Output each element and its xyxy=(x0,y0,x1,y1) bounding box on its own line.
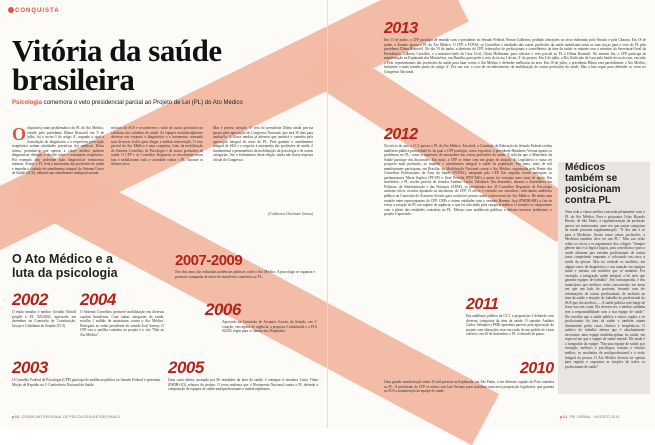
timeline-text-2007-2009 xyxy=(175,270,315,294)
timeline-text-2002-body: O então senador e médico Geraldo Althoff propõe o PL 025/2002, apreciado em dezembro na Comissão de Constituição, Justiça e Cidadania do Senado (CCJ). xyxy=(12,310,76,328)
sidebar-title xyxy=(565,162,621,206)
timeline-text-2004 xyxy=(80,310,164,352)
timeline-text-2010 xyxy=(384,380,554,404)
footer-right-text: PSI JORNAL · AGOSTO 2013 xyxy=(569,415,620,419)
timeline-text-2003-body: O Conselho Federal de Psicologia (CFP) participa de audiência pública no Senado Federal e apresenta Moção de Repúdio na 1ª Conferência Nacional de Saúde. xyxy=(12,378,160,387)
subtitle-rest: comemora o veto presidencial parcial ao Projeto de Lei (PL) do Ato Médico xyxy=(42,100,243,106)
section-label: CONQUISTA xyxy=(15,8,60,14)
timeline-text-2004-body: O Sistema Conselhos promove mobilização em diversas capitais brasileiras. Com outras categorias da saúde, recolhe 1 milhão de assinaturas contra o Ato Médico. Entregues ao então presidente do senado José Sarney. O CFP cria a cartilha contrária ao projeto e o site "Não ao Ato Médico". xyxy=(80,310,164,337)
section-bullet-icon xyxy=(8,7,14,13)
timeline-text-2003 xyxy=(12,378,160,398)
intro-column-3-text: Mas é preciso atenção. O veto do presidente Dilma ainda precisa passar pela apreciação do Congresso Nacional, que terá 30 dias para analisá-lo. A classe médica já afirmou que insistirá e caminha pela aprovação integral do texto do PL. Para garantir o atendimento integral de SUS e o respeito à autonomia das profissões de saúde, é fundamental a permanência da mobilização da psicologia e de outras categorias. Ato o fechamento desta edição, ainda não havia resposta oficial do Congresso. xyxy=(213,126,313,162)
section-tag xyxy=(8,7,60,14)
timeline-year-2012: 2012 xyxy=(384,126,418,143)
timeline-text-2010-body: Uma grande manifestação reúne 10 mil pessoas na Esplanada, em São Paulo, e em diversas capitais do País contrária ao PL. O presidente do CFP se reúne com José Serrano para viabilizar uma nova proposição legislativa, que garanta ao SUS a manutenção da equipe de saúde. xyxy=(384,380,554,394)
dropcap: O xyxy=(12,126,27,144)
timeline-text-2011-body: Em audiência pública na CCJ, a proposição é debatida com diversas categorias da área da saúde. O senador Antônio Carlos Valadares (PSB) apresenta parecer pela aprovação do projeto com alterações, mas em razão de um pedido de vistas coletivo, em 20 de dezembro, o PL é retirado de pauta. xyxy=(466,314,554,337)
article-title: Vitória da saúde brasileira xyxy=(12,33,222,97)
timeline-text-2012-body: No início do ano, a CCJ aprova o PL do Ato Médico. Em abril, a Comissão de Educação do Senado Federal realiza audiência pública para debatê-la, da qual o CFP participa, como expositor, o presidente Humberto Verona aponta os problemas no PL, como a supressão da autonomia das outras profissões da saúde. E solicita que o Ministério da Saúde participe das discussões. Em maio, a CFP se reúne com um grupo de atuação do Legislativo a causa ser proposto mais profundo, ao impedir o atendimento integral à saúde da população. Em maio, mais de mil manifestantes participam, em Brasília, da Mobilização Nacional contra o Ato Médico, organizada pela Frente dos Conselhos Profissionais da Área da Saúde (FCPAS), integrada pelo CFP. Em seguida, foram entregues os parlamentares Marta Suplicy (PT-SP) e Zezé Perrella (PDT-MG) a quem foi entregue uma carta de apelo. Em novembro, o PL recebe parecer do senador Antônio Carlos Valadares. Em dezembro, durante a Assembleia das Políticas, da Administração e das Finanças (APAF), os presidentes dos 20 Conselhos Regionais de Psicologia assinam ofício circular apoiando as iniciativas do CFP. O ofício é enviado aos senadores, solicitando audiência pública na Comissão de Assuntos Sociais para esclarecer pontos ainda controversos do Ato Médico. Há ainda uma reunião entre representantes do CFP, CRPs e outras entidades com o senador Romero Jucá (PMDB-RR), a fim de evitar a votação do PL em regime de urgência, o que foi solicitado pela categoria médica. O senador se compromete com o pleito das entidades contrárias ao PL. Mesmo com audiências públicas e debates intensos problemas, o projeto é aprovado. xyxy=(384,144,552,217)
article-subtitle xyxy=(12,100,312,106)
timeline-year-2006: 2006 xyxy=(205,300,241,319)
footer-left-page-number: p10 xyxy=(12,414,20,419)
sidebar-text xyxy=(565,210,645,388)
sidebar-text-body: Nem toda a classe médica concorda plenamente com o PL do Ato Médico. Para o psiquiatra Celso Ricardo Bueno, de São Paulo, a regulamentação da profissão parece ser interessante, uma vez que outras categorias da saúde possuem regulamentação. "O Ato não é só para a Medicina. Assim como outras profissões, a Medicina também deve ter um PL." Mas sua visão relata os riscos e os argumentos dos colegas: "Sempre gênese não é só legal a lógica, pois a medicina e para a saúde afirmam que existem profissionais de outras áreas competindo enquanto e colocando em risco a saúde da pessoa. Mas na verdade os modelos, em alguns casos de diagnóstico e sua atuação em equipes multi e mesmo em modelos que se mantém. Por exemplo, a integração saúde integral, a lei teria que garantir equipes de trabalho". Em contrapartida, é dos municípios que médicos estão concorrendo em áreas em que um lado do paciente, levando com ele informações de outras profissionais, de inclusão na área da saúde e atuação do trabalho do profissional do SUS que são médicos — A saúde pública está longe de levar isso em conta. Ela deveria ser, o médico também tem a responsabilidade com a sua equipe de saúde." Ele acredita que a saúde pública e outros órgãos e os profissionais da área da saúde e também atuam diretamente pelos casos clínicos e terapêuticos. O médico do trabalho afirma que é absolutamente necessário uma equipe multidisciplinar na saúde, em especial em que a equipe de saúde mental. Ele ainda é o integrador da equipe. "Em uma equipe de saúde, por exemplo, médicos e psicólogos, tornam o vínculo melhor, os resultados de multiprofissional e a visão integral da pessoa. O Ato Médico deveria ser apenas para regular e organizar as funções de todos os profissionais de saúde". xyxy=(565,210,645,369)
intro-column-3 xyxy=(213,126,313,212)
footer-right-page-number: p11 xyxy=(560,414,568,419)
timeline-text-2007-2009-body: Nos dois anos são realizadas audiências públicas sobre o Ato Médico. A psicologia se organiza e promove campanha de envio de manifestos contrários ao PL. xyxy=(175,270,315,279)
timeline-year-2011: 2011 xyxy=(466,296,499,313)
timeline-year-2004: 2004 xyxy=(80,290,116,309)
timeline-year-2003: 2003 xyxy=(12,358,48,377)
intro-credit: (Colaborou Christiane Gomes) xyxy=(268,212,313,216)
timeline-year-2007-2009: 2007-2009 xyxy=(175,252,243,269)
timeline-year-2013: 2013 xyxy=(384,20,418,37)
footer-left xyxy=(12,414,120,419)
timeline-text-2011 xyxy=(466,314,554,356)
sidebar-title-line-4: contra PL xyxy=(565,195,612,206)
timeline-year-2002: 2002 xyxy=(12,290,48,309)
timeline-box-title-line-1: O Ato Médico e a xyxy=(12,252,113,266)
timeline-box-title-line-2: luta da psicologia xyxy=(12,266,118,280)
timeline-text-2002 xyxy=(12,310,76,352)
sidebar-title-line-3: posicionam xyxy=(565,184,621,195)
intro-column-2-text: neficios do SUS e reconhecem o valor de outras profissões no cotidiano dos cuidados de saúde. As equipes multidisciplinares deferem um conjunto o diagnóstico e o tratamento, somando suas diversas visões para chegar a melhor intervenção. O veto parcial do Ato Médico é uma conquista, fruto da mobilização do Sistema Conselhos de Psicologia e de outras profissões de saúde. O CFP e os Conselhos Regionais se envolveram nessa luta e mobilizaram toda a sociedade contra o PL, durante os últimos anos. xyxy=(111,126,203,167)
timeline-year-2010: 2010 xyxy=(520,360,554,377)
timeline-box-title xyxy=(12,252,118,280)
timeline-text-2012 xyxy=(384,144,552,260)
footer-right xyxy=(560,414,619,419)
timeline-text-2013-body: Em 13 de junho, o CFP participa de reunião com o presidente do Senado Federal, Renan Calheiros, pedindo alterações no texto elaborado pelo Senado e pela Câmara. Em 18 de junho, o Senado aprova o PL do Ato Médico. O CFP, a FCPAS, os Conselhos e entidades das outras profissões da saúde mobilizam todas as suas forças para o veto do PL pela presidenta Dilma Rousseff. No dia 19 de junho, a diretoria do CFP, federações de profissionais e conselheiros da área da saúde se reúnem com o ministro da Secretaria-Geral da Presidência, Gilberto Carvalho, e a ministra-chefe da Casa Civil, Gleisi Hoffmann, para solicitar o veto parcial ao PL à Dilma Rousseff. No mesmo dia, o CFP participa de manifestação na Esplanada dos Ministérios, em Brasília, para pedir o veto do inciso I do art. 4º do projeto. Em 4 de julho, a Dia Unificado de Luta pela Saúde levou às ruas, em todo o País, representantes das profissões da saúde para lutar contra o Ato Médico e defender melhorias na área. Em 10 de julho, a presidenta Dilma veta parcialmente o Ato Médico, incluindo o mais temido ponto do artigo 4º. Por sua vez, o voto de reconhecimento da mobilização de outras profissões da saúde. Mas a luta segue para defender os vetos no Congresso Nacional. xyxy=(384,38,646,74)
intro-column-1 xyxy=(12,126,104,250)
sidebar-title-line-2: também se xyxy=(565,173,618,184)
subtitle-lead: Psicologia xyxy=(12,100,43,106)
page-gutter xyxy=(327,0,328,428)
timeline-text-2006 xyxy=(222,320,317,358)
timeline-text-2006-body: Aprovado na Comissão de Assuntos Sociais do Senado, em 1º votação, em regime de urgência, a proposta é substituída e o PLS 025/02 segue para a Câmara dos Deputados. xyxy=(222,320,317,334)
timeline-text-2005-body: Uma carta aberta, assinada por 86 entidades da área da saúde, é entregue à senadora Lúcia Vânia (PSDB-GO), relatora do projeto. O texto reafirma que o Movimento Nacional contra o PL defende a composição de equipes de saúde multiprofissionais e interdisciplinares. xyxy=(168,378,318,392)
timeline-text-2005 xyxy=(168,378,318,402)
footer-left-text: CONSELHO REGIONAL DE PSICOLOGIA DE SÃO PAULO xyxy=(21,415,121,419)
intro-column-1-text: dispositivo mais problemático do PL do Ato Médico, vetado pela presidenta Dilma Rousseff em 9 de julho, foi o inciso I do artigo 4º, segundo o qual a formulação do diagnóstico e a respectiva prescrição terapêutica seriam atividades privativas dos médicos. Desta forma, permitia-se que apenas a classe médica pudesse diagnosticar doenças e decidir sobre o tratamento terapêutico. Por exemplo, não poderiam mais diagnosticar transtornos mentais. Assim, o PL feria a autonomia das profissões de saúde e impedia o cuidado de atendimento integral do Sistema Único de Saúde (SUS), inibindo um atendimento multiprofissional. xyxy=(12,126,104,176)
intro-column-2 xyxy=(111,126,203,226)
timeline-text-2013 xyxy=(384,38,646,106)
timeline-year-2005: 2005 xyxy=(168,358,204,377)
sidebar-title-line-1: Médicos xyxy=(565,162,606,173)
